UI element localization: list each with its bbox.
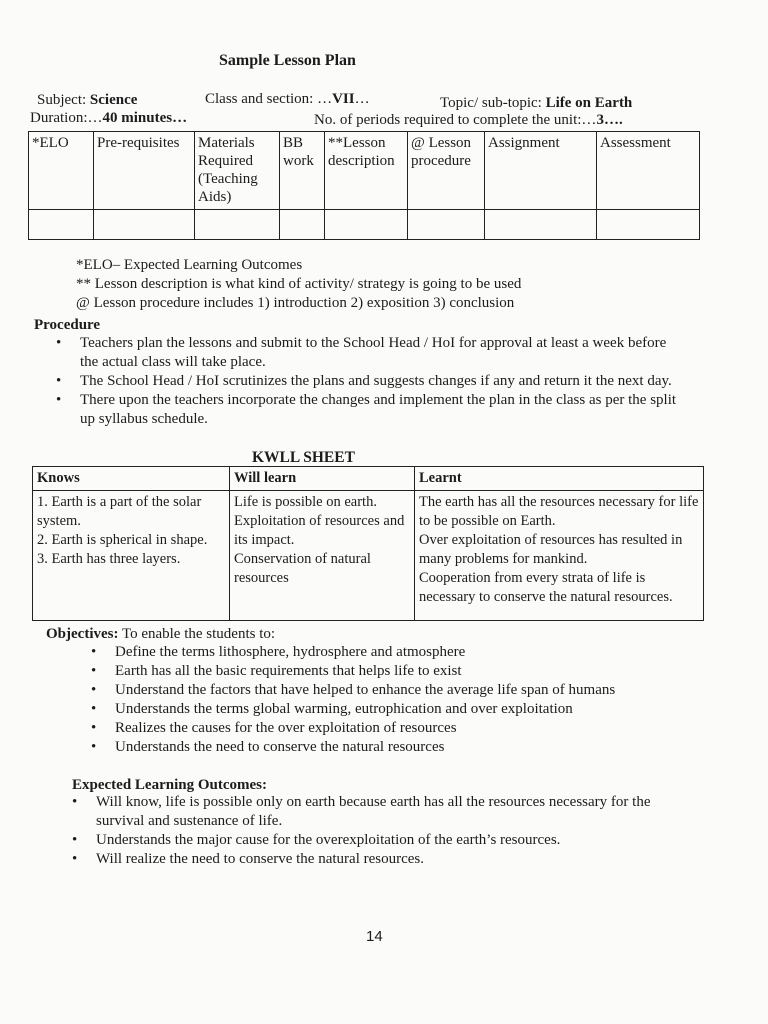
plan-header-row xyxy=(29,132,700,210)
list-item: • Understands the need to conserve the natural resources xyxy=(115,738,675,757)
plan-header-cell: Assessment xyxy=(597,132,700,210)
subject-line xyxy=(37,92,137,109)
duration-value: 40 minutes… xyxy=(102,110,188,126)
list-item: • Realizes the causes for the over exploitation of resources xyxy=(115,719,675,738)
list-item: Cooperation from every strata of life is necessary to conserve the natural resources. xyxy=(419,570,673,605)
plan-empty-cell xyxy=(94,210,195,240)
procedure-heading: Procedure xyxy=(34,317,101,333)
duration-line xyxy=(30,110,187,127)
kwll-body-row xyxy=(33,491,704,621)
list-item: • The School Head / HoI scrutinizes the plans and suggests changes if any and return it the next day. xyxy=(80,372,680,391)
class-line xyxy=(205,91,370,108)
list-item: Conservation of natural resources xyxy=(234,551,371,586)
plan-header-cell: Assignment xyxy=(485,132,597,210)
footnote-lesson-procedure: @ Lesson procedure includes 1) introduction 2) exposition 3) conclusion xyxy=(76,295,515,311)
list-item: • Will realize the need to conserve the natural resources. xyxy=(96,850,676,869)
topic-label: Topic/ sub-topic: xyxy=(440,95,546,111)
topic-value: Life on Earth xyxy=(545,95,633,111)
list-item: 3. Earth has three layers. xyxy=(37,551,181,567)
list-item: • Understand the factors that have helped to enhance the average life span of humans xyxy=(115,681,675,700)
list-item: 2. Earth is spherical in shape. xyxy=(37,532,208,548)
kwll-header-will-learn: Will learn xyxy=(230,467,415,491)
plan-empty-cell xyxy=(325,210,408,240)
list-item: Exploitation of resources and its impact. xyxy=(234,513,405,548)
periods-value: 3…. xyxy=(596,112,623,128)
plan-header-cell: @ Lesson procedure xyxy=(408,132,485,210)
elo-heading: Expected Learning Outcomes: xyxy=(72,777,267,793)
plan-header-cell: Materials Required (Teaching Aids) xyxy=(195,132,280,210)
plan-header-cell: Pre-requisites xyxy=(94,132,195,210)
subject-value: Science xyxy=(89,92,138,108)
kwll-header-learnt: Learnt xyxy=(415,467,704,491)
list-item: • Teachers plan the lessons and submit to the School Head / HoI for approval at least a week before the actual class will take place. xyxy=(80,334,680,372)
list-item: • Earth has all the basic requirements that helps life to exist xyxy=(115,662,675,681)
procedure-list xyxy=(80,334,680,429)
kwll-learnt-cell xyxy=(415,491,704,621)
kwll-title: KWLL SHEET xyxy=(252,449,355,466)
objectives-heading: Objectives: xyxy=(46,626,119,642)
class-value: VII xyxy=(332,91,355,107)
page-number: 14 xyxy=(366,928,383,945)
footnote-elo: *ELO– Expected Learning Outcomes xyxy=(76,257,303,273)
duration-label: Duration:… xyxy=(30,110,103,126)
plan-empty-row xyxy=(29,210,700,240)
list-item: • There upon the teachers incorporate the changes and implement the plan in the class as per the split up syllabus schedule. xyxy=(80,391,680,429)
plan-header-cell: **Lesson description xyxy=(325,132,408,210)
class-suffix: … xyxy=(354,91,370,107)
periods-line xyxy=(314,112,623,129)
objectives-intro: To enable the students to: xyxy=(118,626,276,642)
plan-empty-cell xyxy=(29,210,94,240)
page-title: Sample Lesson Plan xyxy=(219,52,356,69)
list-item: Life is possible on earth. xyxy=(234,494,377,510)
class-label: Class and section: … xyxy=(205,91,333,107)
list-item: • Understands the terms global warming, eutrophication and over exploitation xyxy=(115,700,675,719)
plan-header-cell: BB work xyxy=(280,132,325,210)
objectives-line xyxy=(46,626,275,643)
list-item: Over exploitation of resources has resulted in many problems for mankind. xyxy=(419,532,683,567)
plan-header-cell: *ELO xyxy=(29,132,94,210)
plan-empty-cell xyxy=(485,210,597,240)
periods-label: No. of periods required to complete the unit:… xyxy=(314,112,597,128)
list-item: • Will know, life is possible only on earth because earth has all the resources necessary for the survival and sustenance of life. xyxy=(96,793,676,831)
list-item: 1. Earth is a part of the solar system. xyxy=(37,494,202,529)
plan-empty-cell xyxy=(408,210,485,240)
plan-empty-cell xyxy=(597,210,700,240)
footnote-lesson-description: ** Lesson description is what kind of activity/ strategy is going to be used xyxy=(76,276,522,292)
topic-line xyxy=(440,95,632,112)
kwll-header-knows: Knows xyxy=(33,467,230,491)
plan-empty-cell xyxy=(280,210,325,240)
list-item: The earth has all the resources necessary for life to be possible on Earth. xyxy=(419,494,699,529)
list-item: • Understands the major cause for the overexploitation of the earth’s resources. xyxy=(96,831,676,850)
list-item: • Define the terms lithosphere, hydrosphere and atmosphere xyxy=(115,643,675,662)
elo-list xyxy=(96,793,676,869)
kwll-will-learn-cell xyxy=(230,491,415,621)
plan-empty-cell xyxy=(195,210,280,240)
objectives-list xyxy=(115,643,675,757)
kwll-header-row xyxy=(33,467,704,491)
subject-label: Subject: xyxy=(37,92,90,108)
kwll-table xyxy=(32,466,704,621)
lesson-plan-table xyxy=(28,131,700,240)
kwll-knows-cell xyxy=(33,491,230,621)
